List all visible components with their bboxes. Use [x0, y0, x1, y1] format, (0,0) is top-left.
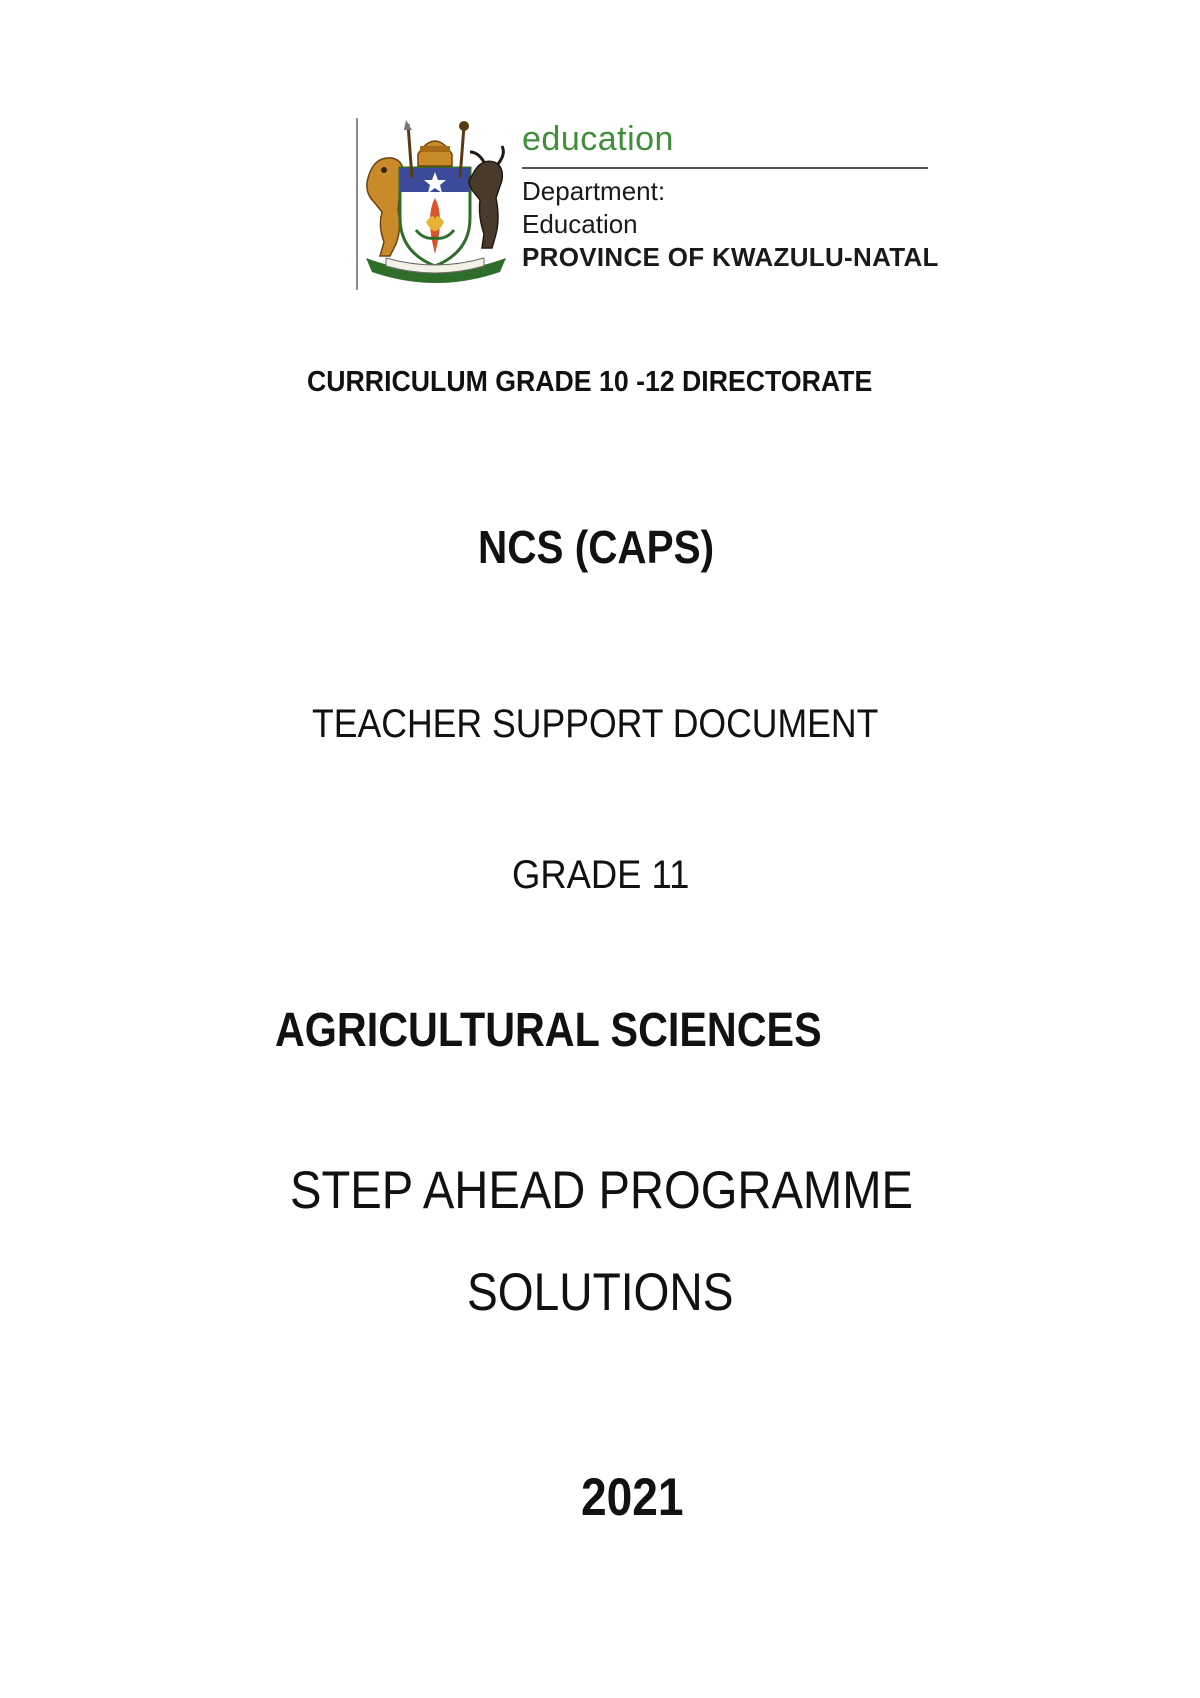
document-type-title: TEACHER SUPPORT DOCUMENT — [312, 702, 879, 746]
logo-divider — [356, 118, 358, 290]
year-title: 2021 — [581, 1468, 684, 1527]
logo-department-line: Department: — [522, 176, 666, 206]
logo-education-line: Education — [522, 209, 638, 239]
programme-title: STEP AHEAD PROGRAMME — [290, 1161, 913, 1220]
grade-title: GRADE 11 — [512, 853, 690, 897]
curriculum-title: NCS (CAPS) — [478, 521, 715, 573]
coat-of-arms-icon — [360, 118, 510, 288]
logo-brand-word: education — [522, 120, 674, 158]
logo-province-line: PROVINCE OF KWAZULU-NATAL — [522, 242, 939, 272]
directorate-heading: CURRICULUM GRADE 10 -12 DIRECTORATE — [307, 366, 873, 398]
solutions-title: SOLUTIONS — [467, 1263, 734, 1322]
logo-rule — [522, 167, 928, 169]
subject-title: AGRICULTURAL SCIENCES — [275, 1004, 822, 1057]
